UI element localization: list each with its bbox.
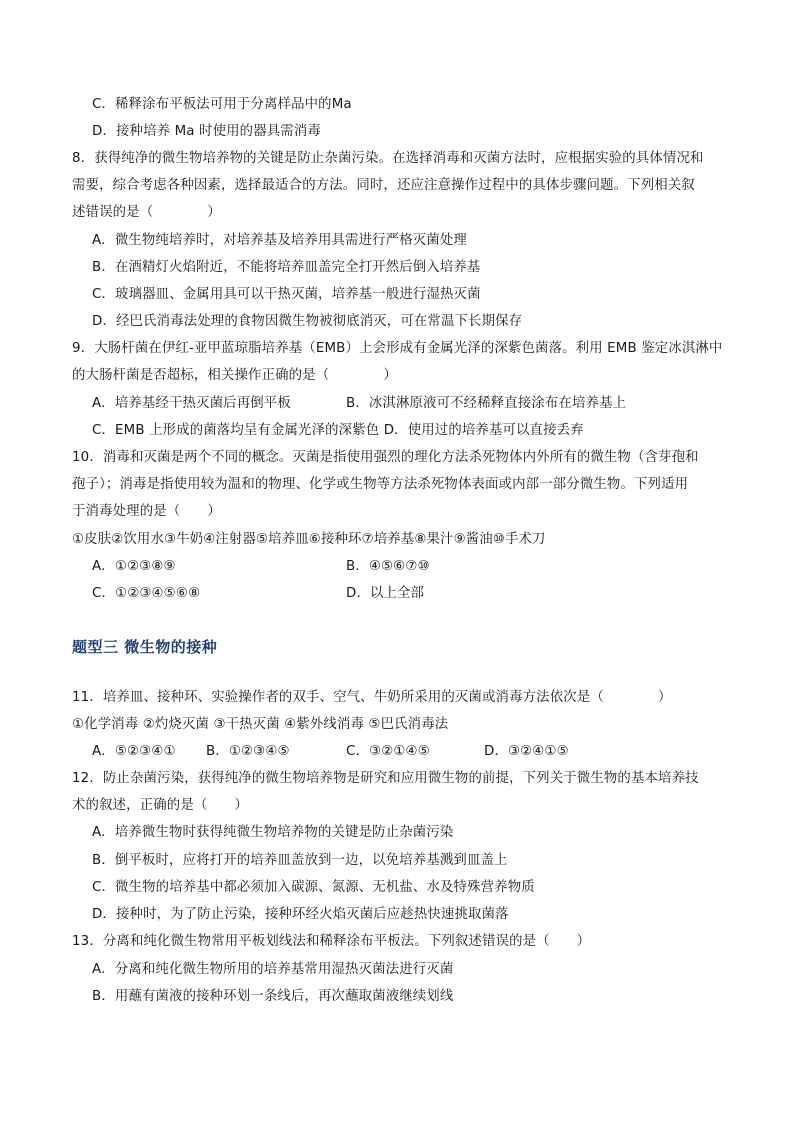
q13-option-a: A．分离和纯化微生物所用的培养基常用湿热灭菌法进行灭菌 [92, 962, 454, 977]
q10-option-b: B．④⑤⑥⑦⑩ [346, 559, 430, 574]
q11-methods: ①化学消毒 ②灼烧灭菌 ③干热灭菌 ④紫外线消毒 ⑤巴氏消毒法 [72, 717, 449, 732]
q10-items: ①皮肤②饮用水③牛奶④注射器⑤培养皿⑥接种环⑦培养基⑧果汁⑨酱油⑩手术刀 [72, 532, 546, 547]
q10-option-c: C．①②③④⑤⑥⑧ [92, 586, 201, 601]
q8-option-c: C．玻璃器皿、金属用具可以干热灭菌，培养基一般进行湿热灭菌 [92, 287, 481, 302]
q12-option-b: B．倒平板时，应将打开的培养皿盖放到一边，以免培养基溅到皿盖上 [92, 853, 508, 868]
q10-option-a: A．①②③⑧⑨ [92, 559, 176, 574]
q11-option-d: D．③②④①⑤ [484, 744, 569, 759]
q13-stem: 13．分离和纯化微生物常用平板划线法和稀释涂布平板法。下列叙述错误的是（ ） [72, 934, 591, 949]
q8-option-d: D．经巴氏消毒法处理的食物因微生物被彻底消灭，可在常温下长期保存 [92, 314, 523, 329]
q9-stem-line-2: 的大肠杆菌是否超标，相关操作正确的是（ ） [72, 368, 397, 383]
q8-stem-line-2: 需要，综合考虑各种因素，选择最适合的方法。同时，还应注意操作过程中的具体步骤问题。下列相关叙 [72, 178, 695, 193]
q11-option-c: C．③②①④⑤ [346, 744, 430, 759]
section-title: 题型三 微生物的接种 [72, 638, 218, 656]
q10-stem-line-1: 10．消毒和灭菌是两个不同的概念。灭菌是指使用强烈的理化方法杀死物体内外所有的微生物（含芽孢和 [72, 450, 699, 465]
q9-option-cd: C．EMB 上形成的菌落均呈有金属光泽的深紫色 D．使用过的培养基可以直接丢弃 [92, 423, 584, 438]
q8-stem-line-3: 述错误的是（ ） [72, 205, 221, 220]
q12-option-c: C．微生物的培养基中都必须加入碳源、氮源、无机盐、水及特殊营养物质 [92, 880, 535, 895]
q9-option-b: B．冰淇淋原液可不经稀释直接涂布在培养基上 [346, 396, 627, 411]
q7-option-d: D．接种培养 Ma 时使用的器具需消毒 [92, 124, 321, 139]
q8-option-b: B．在酒精灯火焰附近，不能将培养皿盖完全打开然后倒入培养基 [92, 260, 481, 275]
q10-option-d: D．以上全部 [346, 586, 425, 601]
q11-option-a: A．⑤②③④① [92, 744, 176, 759]
q12-stem-line-2: 术的叙述，正确的是（ ） [72, 798, 249, 813]
q8-stem-line-1: 8．获得纯净的微生物培养物的关键是防止杂菌污染。在选择消毒和灭菌方法时，应根据实验的具体情况和 [72, 151, 704, 166]
q10-stem-line-3: 于消毒处理的是（ ） [72, 504, 221, 519]
q11-stem: 11．培养皿、接种环、实验操作者的双手、空气、牛奶所采用的灭菌或消毒方法依次是（ ） [72, 690, 672, 705]
q9-stem-line-1: 9．大肠杆菌在伊红-亚甲蓝琼脂培养基（EMB）上会形成有金属光泽的深紫色菌落。利用 EMB 鉴定冰淇淋中 [72, 341, 723, 356]
q10-stem-line-2: 孢子）；消毒是指使用较为温和的物理、化学或生物等方法杀死物体表面或内部一部分微生物。下列适用 [72, 477, 689, 492]
q13-option-b: B．用蘸有菌液的接种环划一条线后，再次蘸取菌液继续划线 [92, 989, 454, 1004]
q12-option-a: A．培养微生物时获得纯微生物培养物的关键是防止杂菌污染 [92, 825, 454, 840]
q9-option-a: A．培养基经干热灭菌后再倒平板 [92, 396, 291, 411]
q8-option-a: A．微生物纯培养时，对培养基及培养用具需进行严格灭菌处理 [92, 233, 467, 248]
q12-stem-line-1: 12．防止杂菌污染，获得纯净的微生物培养物是研究和应用微生物的前提，下列关于微生物的基本培养技 [72, 771, 699, 786]
q7-option-c: C．稀释涂布平板法可用于分离样品中的Ma [92, 97, 352, 112]
q11-option-b: B．①②③④⑤ [206, 744, 290, 759]
q12-option-d: D．接种时，为了防止污染，接种环经火焰灭菌后应趁热快速挑取菌落 [92, 907, 509, 922]
